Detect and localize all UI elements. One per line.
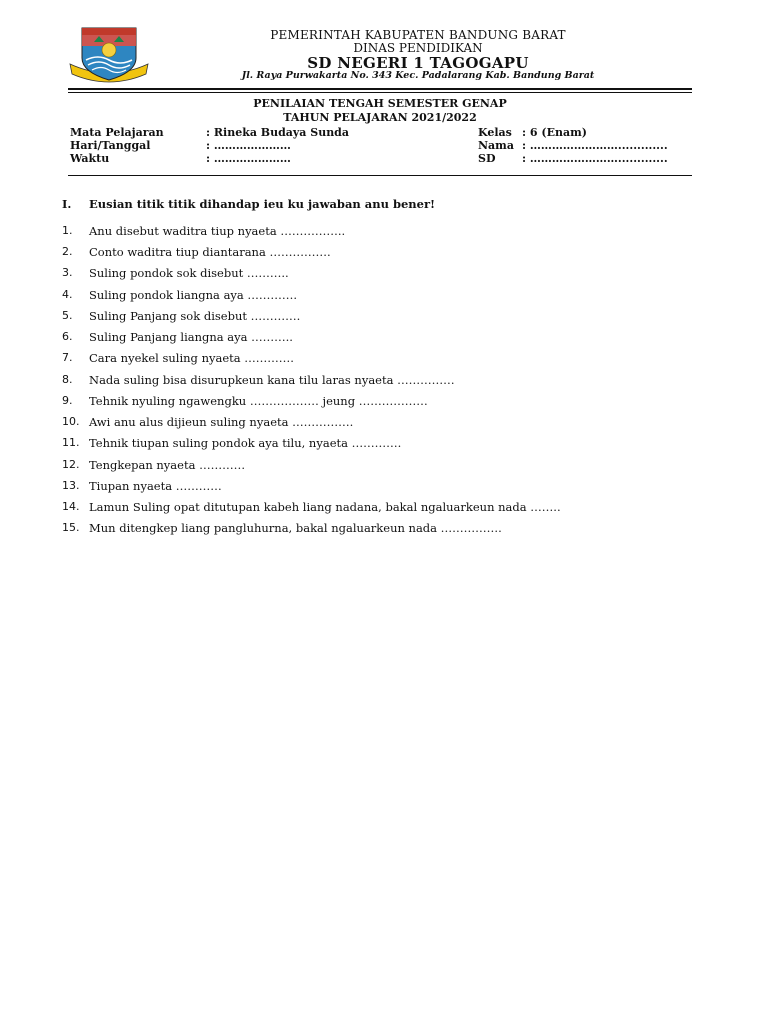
question-number: 11. [62, 436, 80, 449]
question-number: 15. [62, 521, 80, 534]
info-label-school: SD [478, 152, 496, 165]
question-item [0, 351, 740, 371]
question-item [0, 266, 740, 286]
header-divider-thick [68, 88, 692, 90]
question-number: 2. [62, 245, 73, 258]
question-number: 13. [62, 479, 80, 492]
question-text: Tengkepan nyaeta ………… [89, 458, 246, 472]
exam-title: PENILAIAN TENGAH SEMESTER GENAP [253, 97, 507, 110]
question-number: 1. [62, 224, 73, 237]
school-name: SD NEGERI 1 TAGOGAPU [307, 54, 529, 72]
info-divider [68, 175, 692, 176]
header-divider-thin [68, 92, 692, 93]
question-text: Suling pondok liangna aya …………. [89, 288, 298, 302]
question-text: Tiupan nyaeta ………… [89, 479, 222, 493]
question-text: Lamun Suling opat ditutupan kabeh liang nadana, bakal ngaluarkeun nada …….. [89, 500, 561, 514]
info-value-name: : ……………………............. [522, 139, 668, 152]
question-item [0, 521, 740, 541]
question-item [0, 500, 740, 520]
info-value-time: : ………………… [206, 152, 291, 165]
question-text: Awi anu alus dijieun suling nyaeta ……………. [89, 415, 354, 429]
question-item [0, 373, 740, 393]
question-item [0, 224, 740, 244]
info-label-subject: Mata Pelajaran [70, 126, 164, 139]
question-number: 8. [62, 373, 73, 386]
question-number: 3. [62, 266, 73, 279]
question-number: 14. [62, 500, 80, 513]
question-text: Tehnik tiupan suling pondok aya tilu, nyaeta …………. [89, 436, 402, 450]
question-number: 9. [62, 394, 73, 407]
question-number: 5. [62, 309, 73, 322]
question-text: Suling Panjang sok disebut …………. [89, 309, 301, 323]
question-item [0, 479, 740, 499]
question-text: Tehnik nyuling ngawengku ……………… jeung ……………… [89, 394, 428, 408]
info-label-class: Kelas [478, 126, 512, 139]
question-number: 7. [62, 351, 73, 364]
question-item [0, 415, 740, 435]
info-value-school: : ……………………............. [522, 152, 668, 165]
question-item [0, 309, 740, 329]
question-text: Cara nyekel suling nyaeta …………. [89, 351, 294, 365]
question-item [0, 458, 740, 478]
question-item [0, 436, 740, 456]
info-value-date: : ………………… [206, 139, 291, 152]
department-name: DINAS PENDIDIKAN [353, 41, 483, 55]
question-item [0, 330, 740, 350]
question-number: 12. [62, 458, 80, 471]
question-text: Mun ditengkep liang pangluhurna, bakal ngaluarkeun nada ……………. [89, 521, 502, 535]
question-item [0, 245, 740, 265]
info-value-class: : 6 (Enam) [522, 126, 587, 139]
question-text: Conto waditra tiup diantarana ……………. [89, 245, 331, 259]
info-label-date: Hari/Tanggal [70, 139, 151, 152]
question-item [0, 394, 740, 414]
academic-year: TAHUN PELAJARAN 2021/2022 [283, 111, 477, 124]
regency-emblem-logo [68, 24, 150, 88]
info-label-name: Nama [478, 139, 514, 152]
info-value-subject: : Rineka Budaya Sunda [206, 126, 350, 139]
question-number: 4. [62, 288, 73, 301]
question-number: 6. [62, 330, 73, 343]
section-number: I. [62, 197, 72, 211]
question-text: Nada suling bisa disurupkeun kana tilu laras nyaeta …………… [89, 373, 455, 387]
school-address: Jl. Raya Purwakarta No. 343 Kec. Padalarang Kab. Bandung Barat [241, 70, 595, 81]
question-number: 10. [62, 415, 80, 428]
question-item [0, 288, 740, 308]
section-instruction: Eusian titik titik dihandap ieu ku jawaban anu bener! [89, 197, 436, 211]
government-name: PEMERINTAH KABUPATEN BANDUNG BARAT [270, 28, 566, 42]
question-text: Anu disebut waditra tiup nyaeta …………….. [89, 224, 346, 238]
question-text: Suling pondok sok disebut ……….. [89, 266, 289, 280]
info-label-time: Waktu [70, 152, 110, 165]
question-text: Suling Panjang liangna aya ……….. [89, 330, 293, 344]
